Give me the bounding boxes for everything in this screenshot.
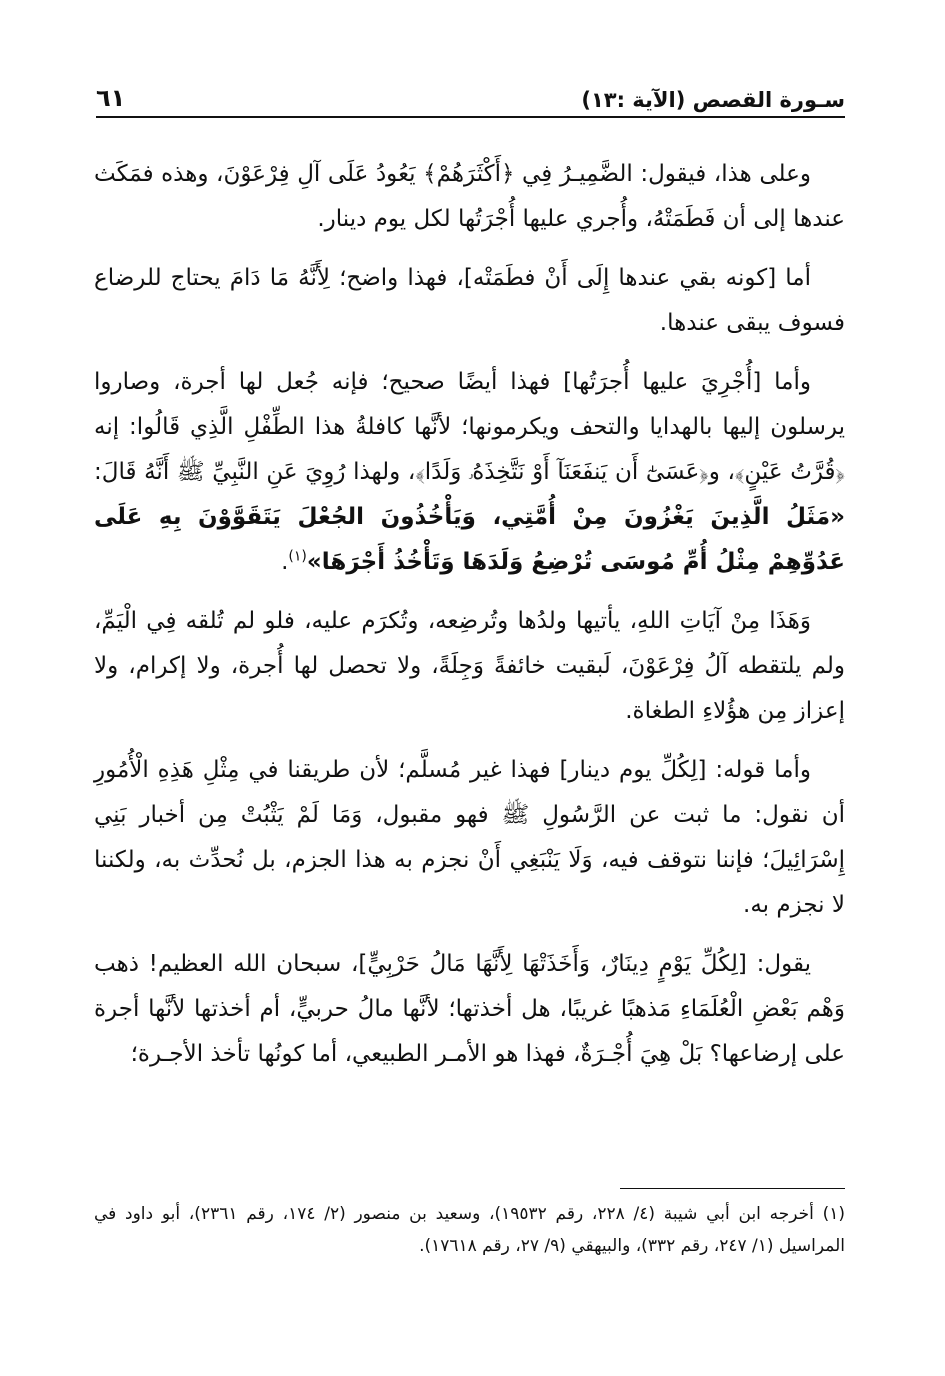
- page-header: [96, 72, 845, 118]
- footnotes: [94, 1198, 845, 1262]
- paragraph-text: وأما [أُجْرِيَ عليها أُجرَتُها] فهذا أيضًا صحيح؛ فإنه جُعل لها أجرة، وصاروا يرسلون إليها بالهدايا والتحف ويكرمونها؛ لأنَّها كافلةُ هذا الطِّفْلِ الَّذِي قَالُوا: إنه ﴿قُرَّتُ عَيْنٍ﴾، و﴿عَسَىٰٓ أَن يَنفَعَنَآ أَوْ نَتَّخِذَهُۥ وَلَدًا﴾، ولهذا رُوِيَ عَنِ النَّبِيِّ ﷺ أَنَّهُ قَالَ:: [94, 369, 845, 485]
- page-number: ٦١: [96, 84, 126, 112]
- paragraph: وَهَذَا مِنْ آيَاتِ اللهِ، يأتيها ولدُها وتُرضِعه، وتُكرَم عليه، فلو لم تُلقه فِي الْيَمِّ، ولم يلتقطه آلُ فِرْعَوْنَ، لَبقيت خائفةً وَجِلَةً، ولا تحصل لها أُجرة، ولا إكرام، ولا إعزاز مِن هؤُلاءِ الطغاة.: [94, 608, 845, 724]
- footnote: (١) أخرجه ابن أبي شيبة (٤/ ٢٢٨، رقم ١٩٥٣٢)، وسعيد بن منصور (٢/ ١٧٤، رقم ٢٣٦١)، أبو داود في المراسيل (١/ ٢٤٧، رقم ٣٣٢)، والبيهقي (٩/ ٢٧، رقم ١٧٦١٨).: [94, 1204, 846, 1256]
- paragraph: وأما [أُجْرِيَ عليها أُجرَتُها] فهذا أيضًا صحيح؛ فإنه جُعل لها أجرة، وصاروا يرسلون إليها بالهدايا والتحف ويكرمونها؛ لأنَّها كافلةُ هذا الطِّفْلِ الَّذِي قَالُوا: إنه ﴿قُرَّتُ عَيْنٍ﴾، و﴿عَسَىٰٓ أَن يَنفَعَنَآ أَوْ نَتَّخِذَهُۥ وَلَدًا﴾، ولهذا رُوِيَ عَنِ النَّبِيِّ ﷺ أَنَّهُ قَالَ: «مَثَلُ الَّذِينَ يَغْزُونَ مِنْ أُمَّتِي، وَيَأْخُذُونَ الجُعْلَ يَتَقَوَّوْنَ بِهِ عَلَى عَدُوِّهِمْ مِثْلُ أُمِّ مُوسَى تُرْضِعُ وَلَدَهَا وَتَأْخُذُ أَجْرَهَا»$^{(١)}$.: [94, 369, 845, 575]
- main-text: [94, 152, 845, 1091]
- footnote-marker: (١): [288, 548, 307, 565]
- paragraph: وأما قوله: [لِكُلِّ يوم دينار] فهذا غير مُسلَّم؛ لأن طريقنا في مِثْلِ هَذِهِ الْأُمُورِ أن نقول: ما ثبت عن الرَّسُولِ ﷺ فهو مقبول، وَمَا لَمْ يَثْبُتْ مِن أخبار بَنِي إِسْرَائِيلَ؛ فإننا نتوقف فيه، وَلَا يَنْبَغِي أَنْ نجزم به هذا الجزم، بل نُحدِّث به، ولكننا لا نجزم به.: [94, 757, 845, 918]
- paragraph: أما [كونه بقي عندها إِلَى أَنْ فطَمَتْه]، فهذا واضح؛ لِأَنَّهُ مَا دَامَ يحتاج للرضاع فسوف يبقى عندها.: [94, 265, 845, 336]
- paragraph: يقول: [لِكُلِّ يَوْمٍ دِينَارٌ، وَأَخَذَتْهَا لِأَنَّهَا مَالُ حَرْبِيٍّ]، سبحان الله العظيم! ذهب وَهْم بَعْضِ الْعُلَمَاءِ مَذهبًا غريبًا، هل أخذتها؛ لأنَّها مالُ حربيٍّ، أم أخذتها لأنَّها أجرة على إرضاعها؟ بَلْ هِيَ أُجْـرَةٌ، فهذا هو الأمـر الطبيعي، أما كونُها تأخذ الأجـرة؛: [94, 951, 845, 1067]
- paragraph: وعلى هذا، فيقول: الضَّمِيـرُ فِي ﴿أَكْثَرَهُمْ﴾ يَعُودُ عَلَى آلِ فِرْعَوْنَ، وهذه فمَكَث عندها إلى أن فَطَمَتْهُ، وأُجري عليها أُجْرَتُها لكل يوم دينار.: [94, 161, 845, 232]
- running-title: سـورة القصص (الآية :١٣): [581, 88, 845, 112]
- hadith-quote: «مَثَلُ الَّذِينَ يَغْزُونَ مِنْ أُمَّتِي، وَيَأْخُذُونَ الجُعْلَ يَتَقَوَّوْنَ بِهِ عَلَى عَدُوِّهِمْ مِثْلُ أُمِّ مُوسَى تُرْضِعُ وَلَدَهَا وَتَأْخُذُ أَجْرَهَا»: [94, 504, 845, 575]
- footnote-separator: [620, 1188, 845, 1189]
